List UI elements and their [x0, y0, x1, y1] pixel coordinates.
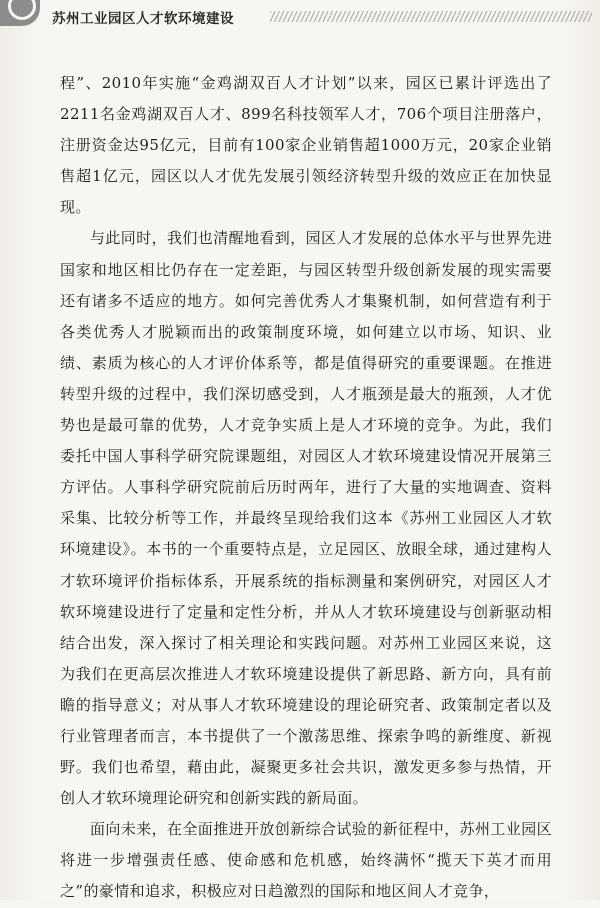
header-tab-decoration — [0, 0, 40, 26]
running-header — [0, 0, 600, 36]
paragraph-future: 面向未来，在全面推进开放创新综合试验的新征程中，苏州工业园区将进一步增强责任感、使命感和危机感，始终满怀“揽天下英才而用之”的豪情和追求，积极应对日趋激烈的国际和地区间人才竞争， — [60, 820, 553, 901]
paragraph-main: 与此同时，我们也清醒地看到，园区人才发展的总体水平与世界先进国家和地区相比仍存在一定差距，与园区转型升级创新发展的现实需要还有诸多不适应的地方。如何完善优秀人才集聚机制，如何营造有利于各类优秀人才脱颖而出的政策制度环境，如何建立以市场、知识、业绩、素质为核心的人才评价体系等，都是值得研究的重要课题。在推进转型升级的过程中，我们深切感受到，人才瓶颈是最大的瓶颈，人才优势也是最可靠的优势，人才竞争实质上是人才环境的竞争。为此，我们委托中国人事科学研究院课题组，对园区人才软环境建设情况开展第三方评估。人事科学研究院前后历时两年，进行了大量的实地调查、资料采集、比较分析等工作，并最终呈现给我们这本《苏州工业园区人才软环境建设》。本书的一个重要特点是，立足园区、放眼全球，通过建构人才软环境评价指标体系，开展系统的指标测量和案例研究，对园区人才软环境建设进行了定量和定性分析，并从人才软环境建设与创新驱动相结合出发，深入探讨了相关理论和实践问题。对苏州工业园区来说，这为我们在更高层次推进人才软环境建设提供了新思路、新方向，具有前瞻的指导意义；对从事人才软环境建设的理论研究者、政策制定者以及行业管理者而言，本书提供了一个激荡思维、探索争鸣的新维度、新视野。我们也希望，藉由此，凝聚更多社会共识，激发更多参与热情，开创人才软环境理论研究和创新实践的新局面。 — [60, 229, 553, 808]
header-ring-decoration — [8, 0, 36, 20]
body-text — [60, 68, 552, 908]
running-header-title: 苏州工业园区人才软环境建设 — [52, 11, 234, 27]
header-hatch-decoration — [270, 11, 592, 22]
paragraph-continued: 程”、2010年实施“金鸡湖双百人才计划”以来，园区已累计评选出了2211名金鸡湖双百人才、899名科技领军人才，706个项目注册落户，注册资金达95亿元，目前有100家企业销售超1000万元，20家企业销售超1亿元，园区以人才优先发展引领经济转型升级的效应正在加快显现。 — [60, 74, 552, 217]
